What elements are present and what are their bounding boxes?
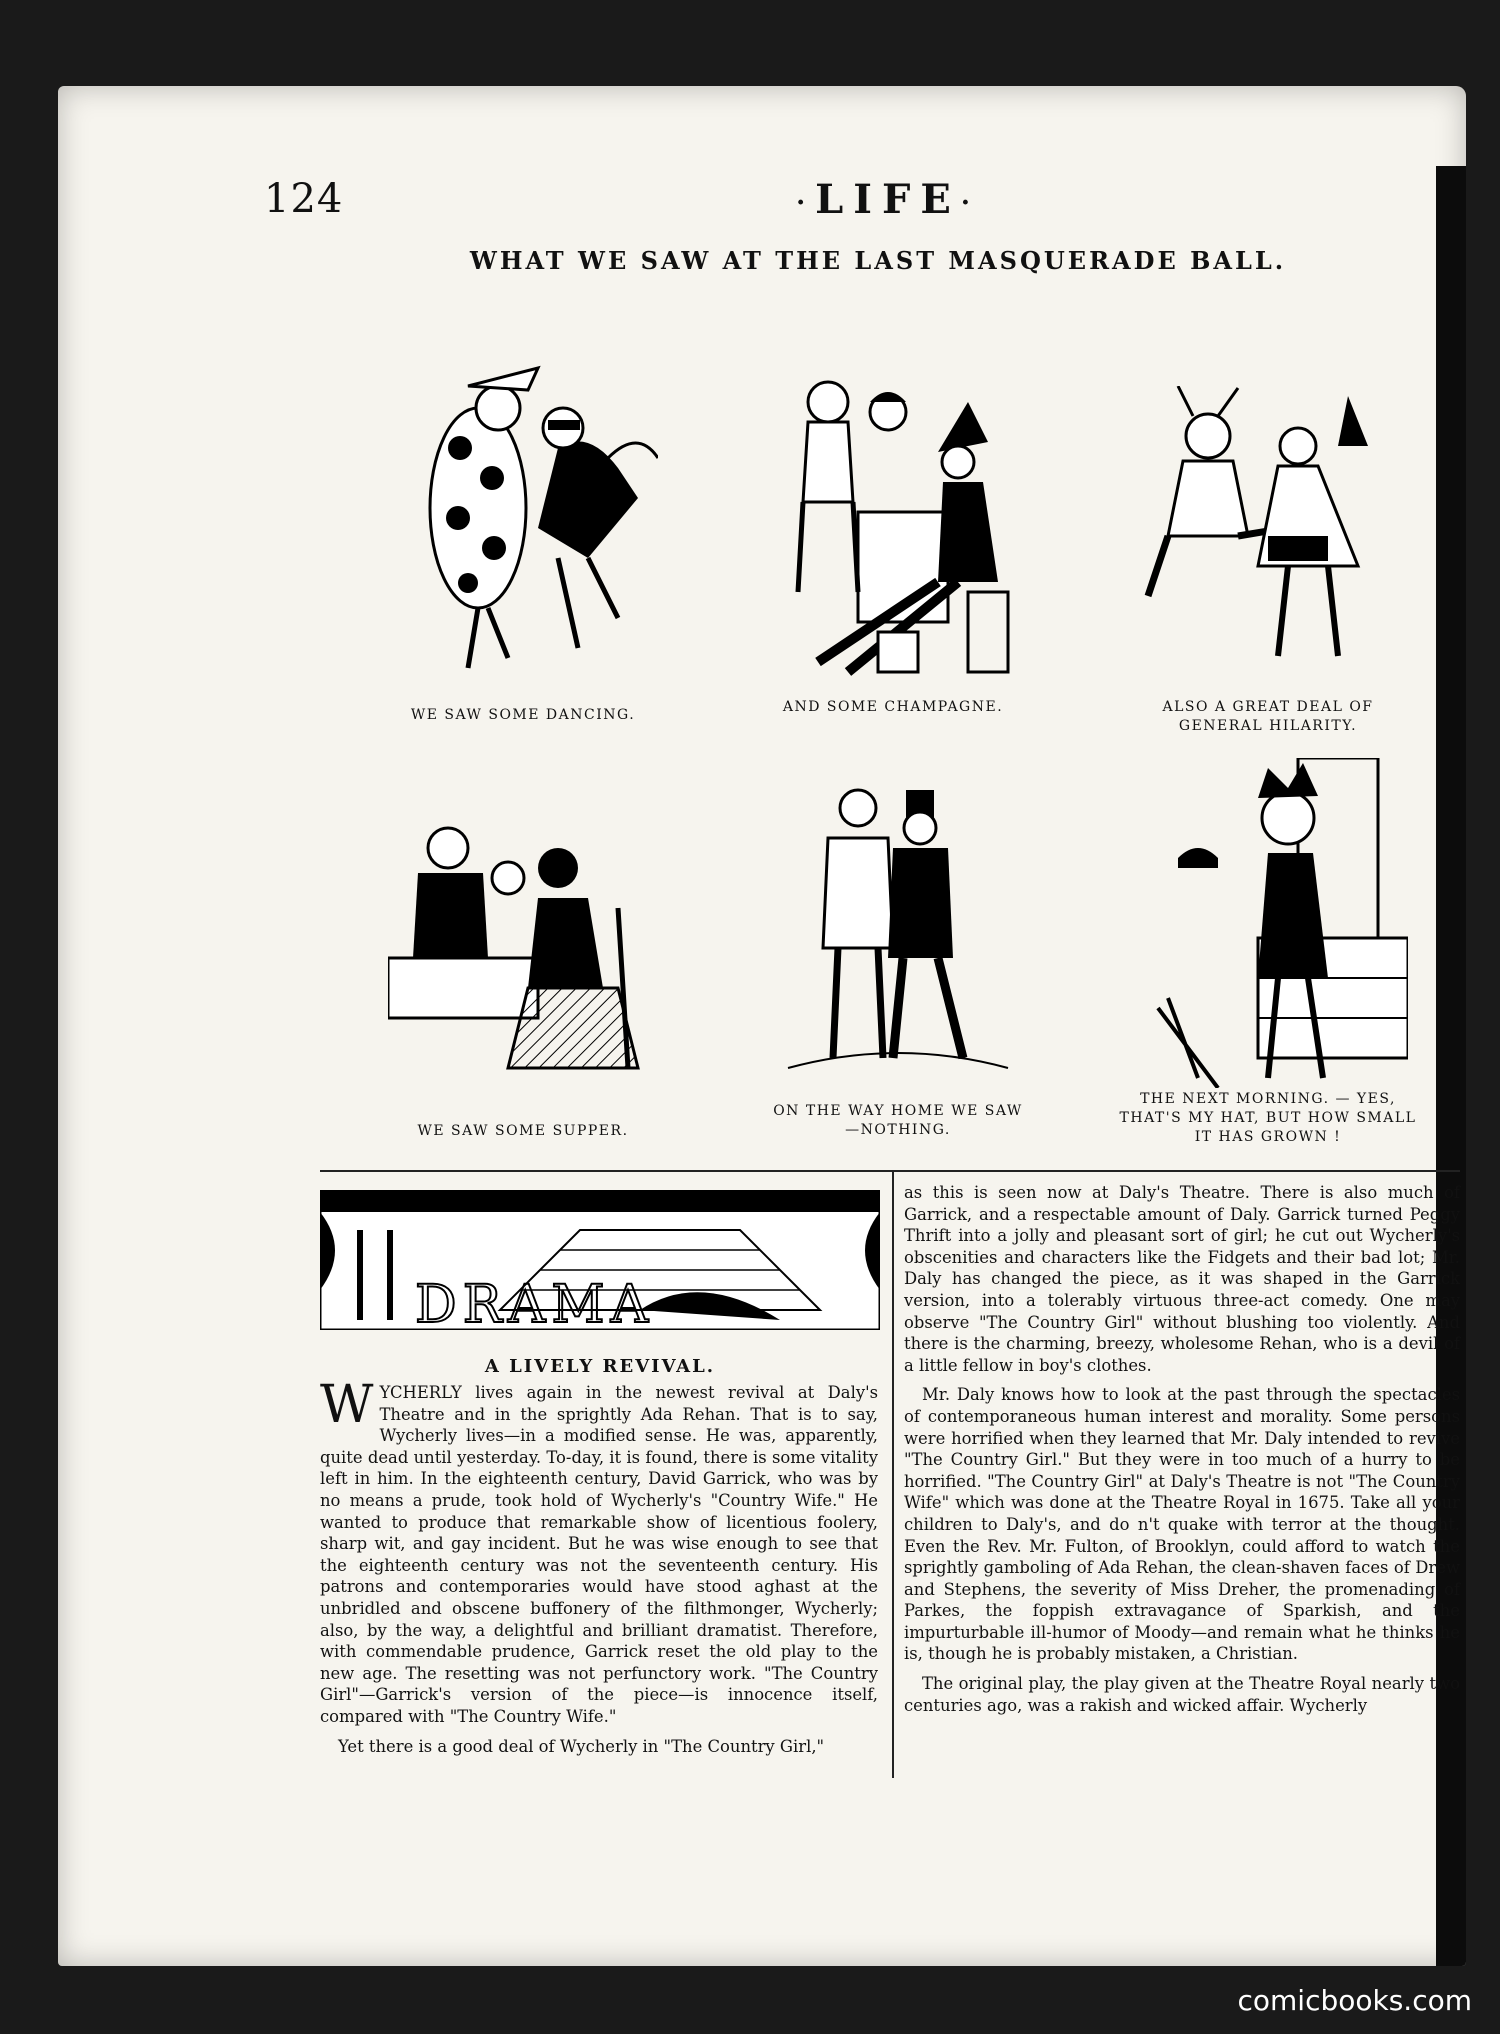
cartoon-supper [388,808,658,1108]
cartoon-caption: AND SOME CHAMPAGNE. [782,699,1004,715]
cartoon-champagne [758,362,1038,682]
article-paragraph: WYCHERLY lives again in the newest revival at Daly's Theatre and in the sprightly Ada Rehan. That is to say, Wycherly lives—in a modified sense. He was, apparently, quite dead until yesterday. To-day, it is found, there is some vitality left in him. In the eighteenth century, David Garrick, who was by no means a prude, took hold of Wycherly's "Country Wife." He wanted to produce that remarkable show of licentious foolery, sharp wit, and gay incident. But he was wise enough to see that the eighteenth century was not the seventeenth century. His patrons and contemporaries would have stood aghast at the unbridled and obscene buffonery of the filthmonger, Wycherly; also, by the way, a delightful and brilliant dramatist. Therefore, with commendable prudence, Garrick reset the old play to the new age. The resetting was not perfunctory work. "The Country Girl"—Garrick's version of the piece—is innocence itself, compared with "The Country Wife." [320,1375,878,1726]
cartoon-headline: WHAT WE SAW AT THE LAST MASQUERADE BALL. [469,246,1287,275]
cartoon-caption: ON THE WAY HOME WE SAW—NOTHING. [773,1103,1023,1138]
cartoon-caption: WE SAW SOME DANCING. [410,707,636,723]
svg-text:DRAMA: DRAMA [415,1275,655,1330]
cartoon-caption: WE SAW SOME SUPPER. [417,1123,629,1139]
column-rule [892,1172,894,1778]
masthead-title: LIFE [815,176,961,223]
cartoon-caption: ALSO A GREAT DEAL OF GENERAL HILARITY. [1162,699,1374,734]
cartoon-next-morning [1138,758,1408,1088]
article-paragraph: Yet there is a good deal of Wycherly in "The Country Girl," [338,1736,825,1756]
cartoon-dancing [388,358,658,688]
article-paragraph: Mr. Daly knows how to look at the past through the spectacles of contemporaneous human interest and morality. Some persons were horrified when they learned that Mr. Daly intended to revive "The Country Girl." But they were in too much of a hurry to be horrified. "The Country Girl" at Daly's Theatre is not "The Country Wife" which was done at the Theatre Royal in 1675. Take all your children to Daly's, and do n't quake with terror at the thought. Even the Rev. Mr. Fulton, of Brooklyn, could afford to watch the sprightly gamboling of Ada Rehan, the clean-shaven faces of Drew and Stephens, the severity of Miss Dreher, the promenading of Parkes, the foppish extravagance of Sparkish, and the impurturbable ill-humor of Moody—and remain what he thinks he is, though he is probably mistaken, a Christian. [904,1385,1460,1664]
magazine-page [58,86,1466,1966]
drama-banner [320,1190,880,1330]
source-watermark: comicbooks.com [1237,1984,1472,2017]
masthead: ·LIFE· [796,176,980,223]
article-paragraph: The original play, the play given at the Theatre Royal nearly two centuries ago, was a rakish and wicked affair. Wycherly [904,1674,1460,1715]
article-paragraph: as this is seen now at Daly's Theatre. There is also much of Garrick, and a respectable amount of Daly. Garrick turned Peggy Thrift into a jolly and pleasant sort of girl; he cut out Wycherly's obscenities and characters like the Fidgets and their bad lot; Mr. Daly has changed the piece, as it was shaped in the Garrick version, into a tolerably virtuous three-act comedy. One may observe "The Country Girl" without blushing too violently. And there is the charming, breezy, wholesome Rehan, who is a devil of a little fellow in boy's clothes. [904,1183,1460,1375]
article-left-column [320,1375,878,1757]
article-right-column [904,1182,1460,1716]
cartoon-hilarity [1138,386,1388,686]
cartoon-way-home [778,778,1018,1078]
cartoon-caption: THE NEXT MORNING. — YES, THAT'S MY HAT, BUT HOW SMALL IT HAS GROWN ! [1119,1091,1417,1145]
section-rule [320,1170,1460,1172]
page-number: 124 [264,176,344,222]
article-title: A LIVELY REVIVAL. [484,1356,716,1377]
dropcap: W [320,1375,374,1435]
